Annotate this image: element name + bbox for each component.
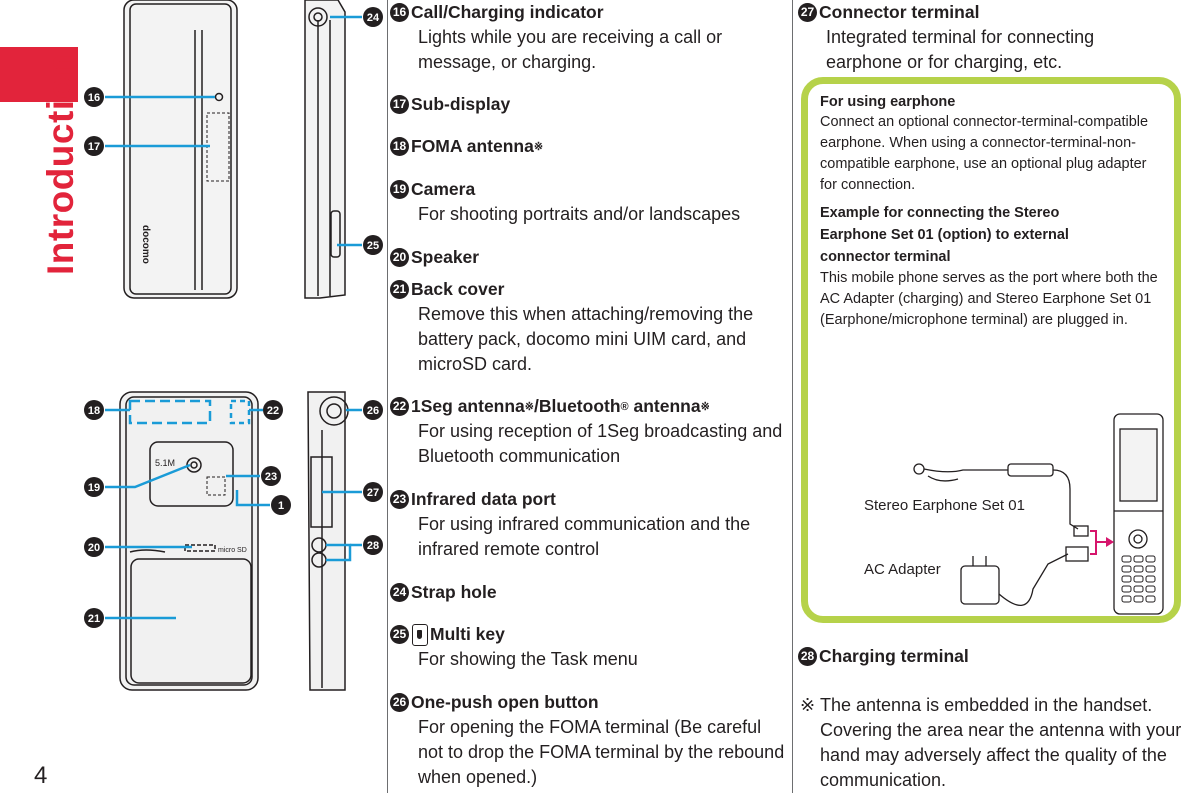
item-27 xyxy=(798,0,1156,75)
item-number: 16 xyxy=(390,3,409,22)
callout-1: 1 xyxy=(277,500,285,512)
callout-20: 20 xyxy=(87,542,101,554)
column-divider xyxy=(387,0,388,793)
item-number: 24 xyxy=(390,583,409,602)
column-divider xyxy=(792,0,793,793)
item-title: Strap hole xyxy=(411,582,497,602)
item-title: Connector terminal xyxy=(819,2,980,22)
item-title: Back cover xyxy=(411,279,505,299)
item-number: 19 xyxy=(390,180,409,199)
item-number: 26 xyxy=(390,693,409,712)
note-text: The antenna is embedded in the handset. Covering the area near the antenna with your hand may adversely affect the quality of the communication. xyxy=(820,695,1182,790)
box-text: Connect an optional connector-terminal-compatible earphone. When using a connector-terminal-non-compatible earphone, use an optional plug adapter for connection. xyxy=(820,114,1149,193)
callout-28: 28 xyxy=(366,540,380,552)
item-title: Sub-display xyxy=(411,94,511,114)
item-desc: Lights while you are receiving a call or message, or charging. xyxy=(418,27,723,72)
item-title: Speaker xyxy=(411,247,480,267)
callout-18: 18 xyxy=(87,405,101,417)
box-subheading: For using earphone xyxy=(820,94,956,110)
multi-key-icon xyxy=(412,624,428,646)
camera-badge: 5.1M xyxy=(155,458,176,468)
item-number: 27 xyxy=(798,3,817,22)
item-title: Call/Charging indicator xyxy=(411,2,604,22)
item-number: 22 xyxy=(390,397,409,416)
item-title: /Bluetooth xyxy=(534,396,621,416)
item-number: 21 xyxy=(390,280,409,299)
callout-21: 21 xyxy=(87,613,101,625)
item-25 xyxy=(390,622,638,672)
item-21 xyxy=(390,277,788,377)
brand-logo: docomo xyxy=(140,225,151,264)
callout-16: 16 xyxy=(87,92,101,104)
phone-diagram xyxy=(80,0,385,700)
item-title: 1Seg antenna xyxy=(411,396,525,416)
item-17 xyxy=(390,92,510,117)
box-subheading: Example for connecting the Stereo Earphone Set 01 (option) to external connector terminal xyxy=(820,205,1069,265)
item-desc: For opening the FOMA terminal (Be careful not to drop the FOMA terminal by the rebound when opened.) xyxy=(418,717,785,787)
section-title: Introduction xyxy=(40,53,81,275)
box-text: This mobile phone serves as the port where both the AC Adapter (charging) and Stereo Earphone Set 01 (Earphone/microphone terminal) are plugged in. xyxy=(820,270,1158,328)
item-24 xyxy=(390,580,497,605)
item-desc: Remove this when attaching/removing the battery pack, docomo mini UIM card, and microSD card. xyxy=(418,304,754,374)
item-desc: For shooting portraits and/or landscapes xyxy=(418,204,741,224)
item-18: 18 FOMA antenna ※ xyxy=(390,134,543,159)
callout-27: 27 xyxy=(366,487,380,499)
middle-column xyxy=(390,0,788,793)
item-16 xyxy=(390,0,788,75)
item-desc: For showing the Task menu xyxy=(418,649,638,669)
callout-24: 24 xyxy=(366,12,380,24)
item-22: 22 1Seg antenna ※ /Bluetooth ® antenna ※ For using reception of 1Seg broadcasting and Bluetooth communication xyxy=(390,394,788,469)
item-28 xyxy=(798,644,969,669)
item-title: Multi key xyxy=(430,624,505,644)
earphone-label: Stereo Earphone Set 01 xyxy=(864,497,1025,514)
item-title: FOMA antenna xyxy=(411,136,534,156)
antenna-note xyxy=(800,693,1186,793)
item-number: 25 xyxy=(390,625,409,644)
earphone-info-box xyxy=(801,77,1181,623)
callout-23: 23 xyxy=(264,471,278,483)
item-number: 20 xyxy=(390,248,409,267)
item-desc: For using infrared communication and the infrared remote control xyxy=(418,514,751,559)
callout-26: 26 xyxy=(366,405,380,417)
item-19 xyxy=(390,177,740,227)
item-26 xyxy=(390,690,788,790)
item-title: antenna xyxy=(628,396,701,416)
item-number: 18 xyxy=(390,137,409,156)
item-23 xyxy=(390,487,788,562)
item-title: Charging terminal xyxy=(819,646,969,666)
callout-22: 22 xyxy=(266,405,280,417)
callout-25: 25 xyxy=(366,240,380,252)
note-mark: ※ xyxy=(800,695,816,715)
adapter-label: AC Adapter xyxy=(864,561,941,578)
item-number: 23 xyxy=(390,490,409,509)
item-title: Camera xyxy=(411,179,476,199)
item-desc: Integrated terminal for connecting earphone or for charging, etc. xyxy=(826,27,1095,72)
item-desc: For using reception of 1Seg broadcasting and Bluetooth communication xyxy=(418,421,783,466)
microsd-label: micro SD xyxy=(218,547,247,554)
item-20 xyxy=(390,245,479,270)
page-number: 4 xyxy=(34,762,48,789)
item-title: One-push open button xyxy=(411,692,599,712)
item-number: 28 xyxy=(798,647,817,666)
item-title: Infrared data port xyxy=(411,489,556,509)
item-number: 17 xyxy=(390,95,409,114)
callout-19: 19 xyxy=(87,482,101,494)
callout-17: 17 xyxy=(87,141,101,153)
